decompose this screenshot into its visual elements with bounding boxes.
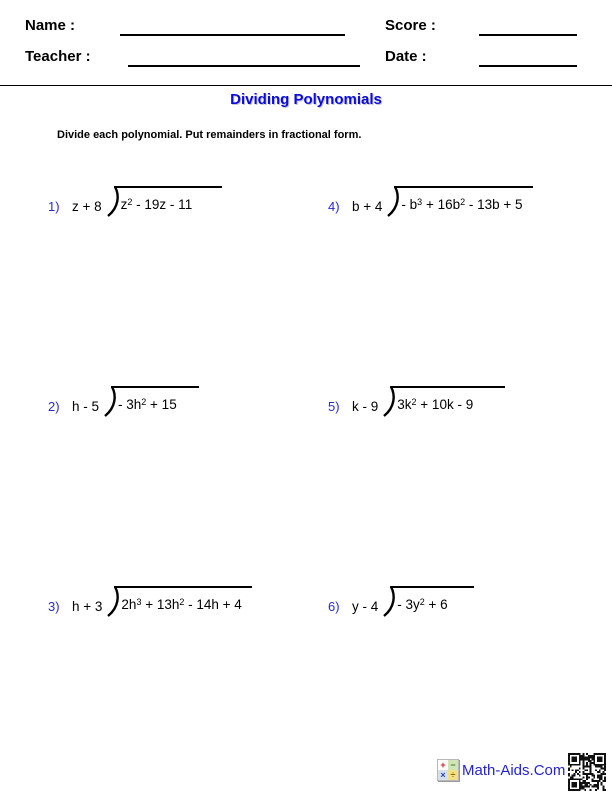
date-blank-line — [479, 65, 577, 67]
problem-5 — [326, 386, 505, 417]
problem-number: 1) — [48, 199, 60, 214]
qr-code — [568, 753, 606, 791]
name-label: Name : — [25, 17, 76, 34]
problem-dividend: - $3h^2 + 15$ — [111, 386, 199, 412]
problem-2 — [46, 386, 199, 417]
problem-number: 4) — [328, 199, 340, 214]
score-blank-line — [479, 34, 577, 36]
problem-number: 2) — [48, 399, 60, 414]
math-aids-logo-icon — [437, 759, 459, 781]
problem-6 — [326, 586, 474, 617]
instructions-text: Divide each polynomial. Put remainders in fractional form. — [57, 129, 362, 141]
problem-dividend: - $b^3 + 16b^2 - 13b + 5$ — [394, 186, 532, 212]
times-icon: × — [438, 770, 448, 780]
plus-icon: + — [438, 760, 448, 770]
problem-divisor: k - 9 — [352, 399, 379, 414]
math-aids-brand-link[interactable]: Math-Aids.Com — [462, 762, 566, 779]
problem-divisor: y - 4 — [352, 599, 379, 614]
problem-divisor: b + 4 — [352, 199, 383, 214]
header-divider-line — [0, 85, 612, 86]
divide-icon: ÷ — [448, 770, 458, 780]
problem-4 — [326, 186, 533, 217]
problem-divisor: h - 5 — [72, 399, 100, 414]
date-label: Date : — [385, 48, 427, 65]
problem-number: 5) — [328, 399, 340, 414]
minus-icon: − — [448, 760, 458, 770]
problem-dividend: $2h^3 + 13h^2 - 14h + 4$ — [114, 586, 251, 612]
teacher-blank-line — [128, 65, 360, 67]
problem-dividend: $3k^2 + 10k - 9$ — [390, 386, 505, 412]
score-label: Score : — [385, 17, 436, 34]
name-blank-line — [120, 34, 345, 36]
problem-number: 3) — [48, 599, 60, 614]
teacher-label: Teacher : — [25, 48, 91, 65]
problem-number: 6) — [328, 599, 340, 614]
problem-divisor: h + 3 — [72, 599, 103, 614]
problem-dividend: $z^2 - 19z - 11$ — [114, 186, 223, 212]
problem-dividend: - $3y^2 + 6$ — [390, 586, 473, 612]
problem-1 — [46, 186, 222, 217]
problem-divisor: z + 8 — [72, 199, 102, 214]
worksheet-title: Dividing Polynomials — [230, 91, 382, 108]
problem-3 — [46, 586, 252, 617]
